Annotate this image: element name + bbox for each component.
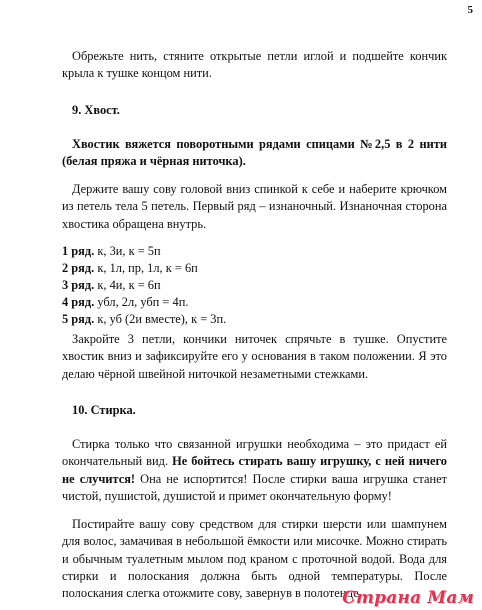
washing-emphasis: Не бойтесь стирать вашу игрушку, с ней ничего не случится! — [62, 454, 447, 486]
row-label: 2 ряд. — [62, 261, 95, 275]
paragraph-washing-method: Постирайте вашу сову средством для стирки шерсти или шампунем для волос, замачивая в небольшой ёмкости или мисочке. Можно стирать и обычным туалетным мылом под краном с проточной водой. Вода для стирки и полоскания должна быть одной температуры. После полоскания слегка отожмите сову, завернув в полотенце. — [62, 517, 447, 601]
row-instruction — [62, 260, 226, 277]
row-text: к, 3и, к = 5п — [94, 244, 161, 258]
washing-intro-end: Она не испортится! После стирки ваша игрушка станет чистой, пушистой, душистой и примет окончательную форму! — [62, 471, 448, 503]
section-heading-washing: 10. Стирка. — [72, 403, 136, 417]
washing-intro-text: Стирка только что связанной игрушки необходима – это придаст ей окончательный вид. — [62, 437, 447, 469]
tail-intro: Хвостик вяжется поворотными рядами спицами №2,5 в 2 нити (белая пряжа и чёрная ниточка). — [62, 137, 447, 169]
row-instruction — [62, 277, 226, 294]
row-label: 5 ряд. — [62, 312, 95, 326]
row-text: убл, 2л, убп = 4п. — [94, 295, 189, 309]
row-text: к, 1л, пр, 1л, к = 6п — [94, 261, 198, 275]
site-watermark: Страна Мам — [342, 588, 474, 608]
row-instruction — [62, 294, 226, 311]
page-number: 5 — [467, 4, 473, 16]
row-label: 1 ряд. — [62, 244, 95, 258]
row-label: 4 ряд. — [62, 295, 95, 309]
row-text: к, 4и, к = 6п — [94, 278, 161, 292]
paragraph-washing-intro — [62, 436, 447, 505]
section-heading-tail: 9. Хвост. — [72, 103, 120, 117]
paragraph-wing-finish: Обрежьте нить, стяните открытые петли иглой и подшейте кончик крыла к тушке концом нити. — [62, 49, 447, 81]
row-instruction — [62, 311, 226, 328]
paragraph-tail-finish: Закройте 3 петли, кончики ниточек спрячьте в тушке. Опустите хвостик вниз и зафиксируйте его у основания в таком положении. Я это делаю чёрной швейной ниточкой незаметными стежками. — [62, 332, 447, 381]
row-instructions-list — [62, 243, 226, 328]
row-instruction — [62, 243, 226, 260]
row-label: 3 ряд. — [62, 278, 95, 292]
row-text: к, уб (2и вместе), к = 3п. — [94, 312, 227, 326]
paragraph-tail-cast-on: Держите вашу сову головой вниз спинкой к себе и наберите крючком из петель тела 5 петель. Первый ряд – изнаночный. Изнаночная сторона хвостика обращена внутрь. — [62, 182, 447, 231]
